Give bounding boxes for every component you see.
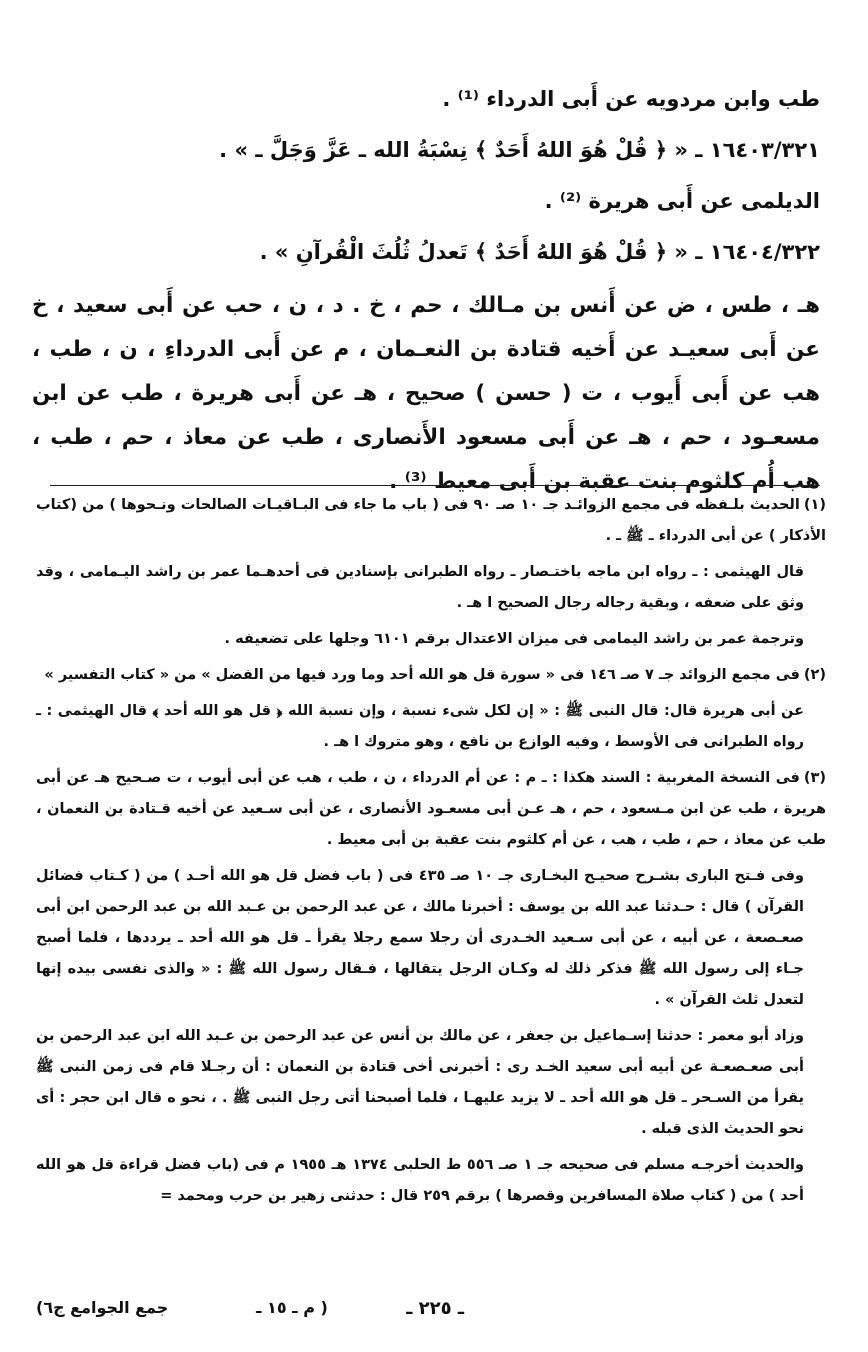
footnote-2-para-2: عن أبى هريرة قال: قال النبى ﷺ : « إن لكل شىء نسبة ، وإن نسبة الله ﴿ قل هو الله أحد ﴾ قال الهيثمى : ـ رواه الطبرانى فى الأوسط ، وفيه الوازع بن نافع ، وهو متروك ا هـ . bbox=[36, 703, 804, 750]
signature-volume: ( م ـ ١٥ ـ bbox=[256, 1298, 328, 1317]
footnote-3 bbox=[36, 763, 826, 856]
footnote-3-number: (٣) bbox=[803, 770, 826, 786]
hadith-16404: ١٦٤٠٤/٣٢٢ ـ « ﴿ قُلْ هُوَ اللهُ أَحَدٌ ﴾ تَعدلُ ثُلُثَ الْقُرآنِ » . bbox=[259, 240, 820, 264]
main-line-1: طب وابن مردويه عن أَبى الدرداء ⁽¹⁾ . bbox=[442, 87, 820, 111]
hadith-text bbox=[32, 74, 820, 504]
hadith-sources: هـ ، طس ، ض عن أَنس بن مـالك ، حم ، خ . د ، ن ، حب عن أَبى سعيد ، خ عن أَبى سعيـد عن أَخيه قتادة بن النعـمان ، م عن أَبى الدرداءِ ، ن ، طب ، هب عن أَبى أَيوب ، ت ( حسن ) صحيح ، هـ عن أَبى هريرة ، طب عن ابن مسعـود ، حم ، هـ عن أَبى مسعود الأَنصارى ، طب عن معاذ ، حم ، طب ، هب أُم كلثوم بنت عقبة بن أَبى معيط ⁽³⁾ . bbox=[32, 293, 820, 494]
footnote-2 bbox=[36, 660, 826, 691]
footnotes bbox=[36, 490, 826, 1217]
signature-book: جمع الجوامع ج٦) bbox=[36, 1298, 169, 1317]
footnote-1 bbox=[36, 490, 826, 552]
footnote-3-text: فى النسخة المغربية : السند هكذا : ـ م : عن أم الدرداء ، ن ، طب ، هب عن أبى أيوب ، ت صـحيح هـ عن أبى هريرة ، طب عن ابن مـسعود ، حم ، هـ عـن أبى مسعـود الأنصارى ، عن أبى سـعيد عن أخيه قـتادة بن النعمان ، طب عن معاذ ، حم ، طب ، هب ، عن أم كلثوم بنت عقبة بن أبى معيط . bbox=[36, 770, 826, 848]
footnote-3-para-2: وفى فـتح البارى بشـرح صحيـح البخـارى جـ ١٠ صـ ٤٣٥ فى ( باب فضل قل هو الله أحـد ) من ( كـتاب فضائل القرآن ) قال : حـدثنا عبد الله بن يوسف : أخبرنا مالك ، عن عبد الرحمن بن عـبد الله بن عبد الرحمن ابن أبى صعـصعة ، عن أبيه ، عن أبى سـعيد الخـدرى أن رجلا سمع رجلا يقرأ ـ قل هو الله أحد ـ يرددها ، فلما أصبح جـاء إلى رسول الله ﷺ فذكر ذلك له وكـان الرجل يتقالها ، فـقال رسول الله ﷺ : « والذى نفسى بيده إنها لتعدل ثلث القرآن » . bbox=[36, 868, 804, 1008]
footnote-1-text: الحديث بلـفظه فى مجمع الزوائـد جـ ١٠ صـ ٩٠ فى ( باب ما جاء فى البـاقيـات الصالحات ونـحوها ) من (كتاب الأذكار ) عن أبى الدرداء ـ ﷺ ـ . bbox=[36, 497, 826, 544]
footnote-divider bbox=[50, 485, 820, 486]
footnote-2-number: (٢) bbox=[803, 667, 826, 683]
footnote-1-number: (١) bbox=[803, 497, 826, 513]
footnote-1-para-2: قال الهيثمى : ـ رواه ابن ماجه باختـصار ـ رواه الطبرانى بإسنادين فى أحدهـما عمر بن راشد اليـمامى ، وقد وثق على ضعفه ، وبقية رجاله رجال الصحيح ا هـ . bbox=[36, 564, 804, 611]
footnote-2-text: فى مجمع الزوائد جـ ٧ صـ ١٤٦ فى « سورة قل هو الله أحد وما ورد فيها من الفضل » من « كتاب التفسير » bbox=[44, 667, 800, 683]
footnote-3-para-3: وزاد أبو معمر : حدثنا إسـماعيل بن جعفر ، عن مالك بن أنس عن عبد الرحمن بن عـبد الله ابن عبد الرحمن بن أبى صعـصعـة عن أبيه أبى سعيد الخـد رى : أخبرنى أخى قتادة بن النعمان : أن رجـلا قام فى زمن النبى ﷺ يقرأ من السـحر ـ قل هو الله أحد ـ لا يزيد عليهـا ، فلما أصبحنا أتى رجل النبى ﷺ . ، نحو ه قال ابن حجر : أى نحو الحديث الذى قبله . bbox=[36, 1028, 804, 1137]
hadith-16403: ١٦٤٠٣/٣٢١ ـ « ﴿ قُلْ هُوَ اللهُ أَحَدٌ ﴾ نِسْبَةُ الله ـ عَزَّ وَجَلَّ ـ » . bbox=[219, 138, 820, 162]
footnote-1-para-3: وترجمة عمر بن راشد اليمامى فى ميزان الاعتدال برقم ٦١٠١ وجلها على تضعيفه . bbox=[224, 631, 804, 647]
page-number: ـ ٢٢٥ ـ bbox=[406, 1298, 464, 1319]
page-footer bbox=[36, 1298, 832, 1324]
main-line-3: الديلمى عن أَبى هريرة ⁽²⁾ . bbox=[544, 189, 820, 213]
footnote-3-para-4: والحديث أخرجـه مسلم فى صحيحه جـ ١ صـ ٥٥٦ ط الحلبى ١٣٧٤ هـ ١٩٥٥ م فى (باب فضل قراءة قل هو الله أحد ) من ( كتاب صلاة المسافرين وقصرها ) برقم ٢٥٩ قال : حدثنى زهير بن حرب ومحمد = bbox=[36, 1157, 805, 1204]
